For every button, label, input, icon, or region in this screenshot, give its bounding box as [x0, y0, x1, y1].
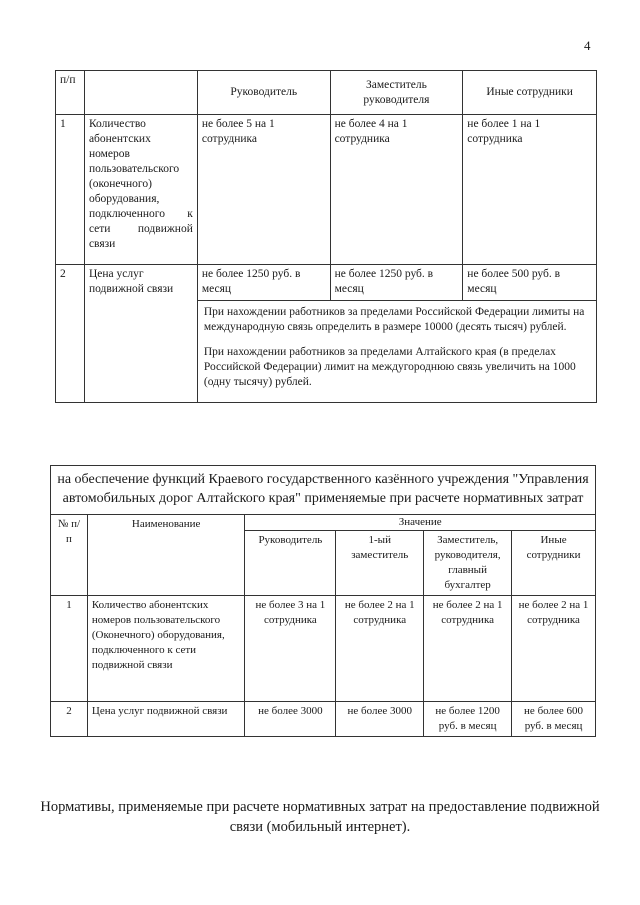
page-number: 4 [584, 38, 591, 53]
notes-cell [197, 301, 596, 403]
header-value: Значение [245, 515, 596, 531]
row-value-head: не более 1250 руб. в месяц [197, 265, 330, 301]
table-row [51, 702, 596, 737]
row-value-other: не более 2 на 1 сотрудника [512, 596, 596, 702]
row-value-first-deputy: не более 3000 [336, 702, 424, 737]
row-value-head: не более 5 на 1 сотрудника [197, 115, 330, 265]
row-value-head: не более 3000 [245, 702, 336, 737]
row-name: Количество абонентских номеров пользовательского (оконечного) оборудования, подключенного к сети подвижной связи [84, 115, 197, 265]
table-header-row [51, 515, 596, 531]
caption-row [51, 466, 596, 515]
note-domestic: При нахождении работников за пределами Алтайского края (в пределах Российской Федерации) лимит на междугороднюю связь увеличить на 1000 (одну тысячу) рублей. [203, 346, 576, 388]
row-num: 1 [51, 596, 88, 702]
table-header-row [56, 71, 597, 115]
subheader-first-deputy: 1-ый заместитель [336, 531, 424, 596]
header-other: Иные сотрудники [463, 71, 597, 115]
row-value-first-deputy: не более 2 на 1 сотрудника [336, 596, 424, 702]
row-num: 2 [51, 702, 88, 737]
row-num: 1 [56, 115, 85, 265]
section-heading: Нормативы, применяемые при расчете нормативных затрат на предоставление подвижной связи (мобильный интернет). [40, 799, 600, 835]
header-head: Руководитель [197, 71, 330, 115]
row-num: 2 [56, 265, 85, 403]
row-name: Количество абонентских номеров пользовательского (Оконечного) оборудования, подключенного к сети подвижной связи [87, 596, 245, 702]
limits-table-2 [50, 465, 596, 737]
row-name: Цена услуг подвижной связи [87, 702, 245, 737]
row-value-deputy: не более 1250 руб. в месяц [330, 265, 463, 301]
row-value-other: не более 500 руб. в месяц [463, 265, 597, 301]
table-row [51, 596, 596, 702]
table-row [56, 115, 597, 265]
table-row [56, 265, 597, 301]
subheader-head: Руководитель [245, 531, 336, 596]
header-empty [84, 71, 197, 115]
row-value-head: не более 3 на 1 сотрудника [245, 596, 336, 702]
limits-table-1 [55, 70, 597, 403]
row-value-other: не более 600 руб. в месяц [512, 702, 596, 737]
header-num: № п/п [51, 515, 88, 596]
header-deputy: Заместитель руководителя [330, 71, 463, 115]
row-value-deputy: не более 4 на 1 сотрудника [330, 115, 463, 265]
header-num: п/п [56, 71, 85, 115]
subheader-deputy-accountant: Заместитель, руководителя, главный бухгалтер [424, 531, 512, 596]
row-value-deputy-accountant: не более 1200 руб. в месяц [424, 702, 512, 737]
row-value-other: не более 1 на 1 сотрудника [463, 115, 597, 265]
table-caption: на обеспечение функций Краевого государственного казённого учреждения "Управления автомобильных дорог Алтайского края" применяемые при расчете нормативных затрат [51, 466, 596, 515]
row-value-deputy-accountant: не более 2 на 1 сотрудника [424, 596, 512, 702]
note-international: При нахождении работников за пределами Российской Федерации лимиты на международную связь определить в размере 10000 (десять тысяч) рублей. [203, 306, 585, 333]
row-name: Цена услуг подвижной связи [84, 265, 197, 403]
subheader-other: Иные сотрудники [512, 531, 596, 596]
header-name: Наименование [87, 515, 245, 596]
